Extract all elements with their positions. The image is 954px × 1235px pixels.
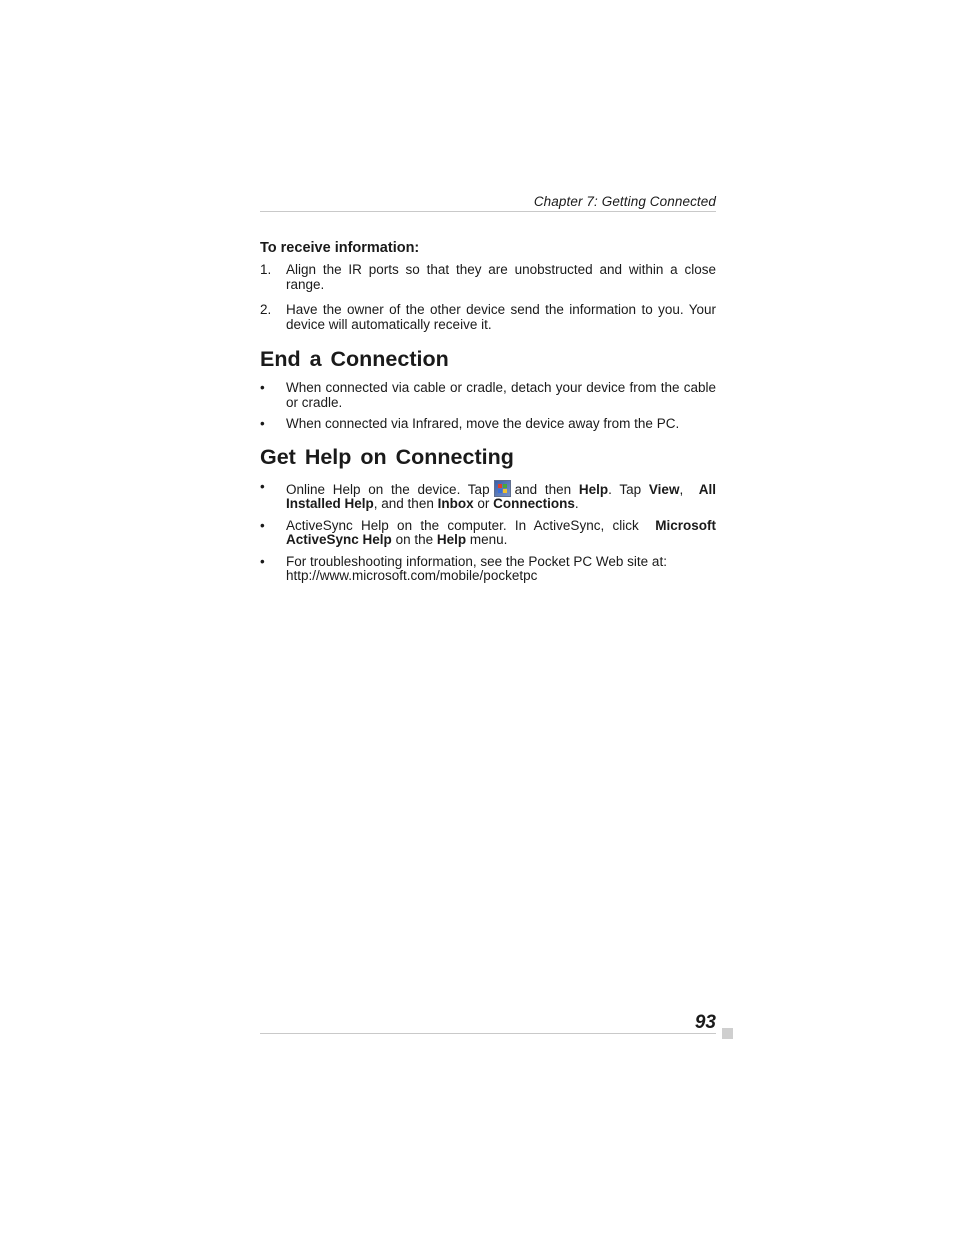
bullet-text: When connected via cable or cradle, detach your device from the cable or cradle. (286, 380, 716, 410)
step-number: 2. (260, 302, 272, 317)
bullet-marker: • (260, 517, 265, 533)
receive-heading: To receive information: (260, 240, 420, 256)
bullet-text: When connected via Infrared, move the device away from the PC. (286, 416, 680, 431)
list-item (260, 303, 716, 332)
bullet-marker: • (260, 478, 265, 494)
get-help-list (260, 480, 716, 584)
end-connection-title: End a Connection (260, 347, 449, 371)
page-number: 93 (694, 1012, 716, 1033)
page-content (260, 240, 716, 591)
header-rule (260, 211, 716, 212)
end-connection-list (260, 381, 716, 432)
get-help-title: Get Help on Connecting (260, 444, 514, 469)
step-number: 1. (260, 262, 272, 277)
bullet-marker: • (260, 416, 265, 431)
bullet-text: Online Help on the device. Tap and then Help. Tap View, All Installed Help, and then Inbox or Connections. (286, 481, 716, 511)
page-corner-tab (722, 1028, 733, 1039)
receive-steps-list (260, 263, 716, 332)
windows-start-icon (494, 480, 511, 497)
list-item (260, 263, 716, 292)
bullet-marker: • (260, 380, 265, 395)
step-text: Have the owner of the other device send the information to you. Your device will automatically receive it. (286, 302, 716, 332)
step-text: Align the IR ports so that they are unobstructed and within a close range. (286, 262, 716, 292)
list-item (260, 555, 716, 584)
list-item (260, 381, 716, 410)
list-item (260, 480, 716, 512)
running-header: Chapter 7: Getting Connected (533, 194, 716, 209)
bullet-marker: • (260, 553, 265, 569)
footer-rule (260, 1033, 716, 1034)
bullet-text: For troubleshooting information, see the Pocket PC Web site at: http://www.microsoft.com/mobile/pocketpc (286, 553, 667, 583)
list-item (260, 417, 716, 432)
manual-page (260, 0, 716, 1235)
list-item (260, 519, 716, 548)
bullet-text: ActiveSync Help on the computer. In ActiveSync, click Microsoft ActiveSync Help on the Help menu. (286, 517, 716, 547)
